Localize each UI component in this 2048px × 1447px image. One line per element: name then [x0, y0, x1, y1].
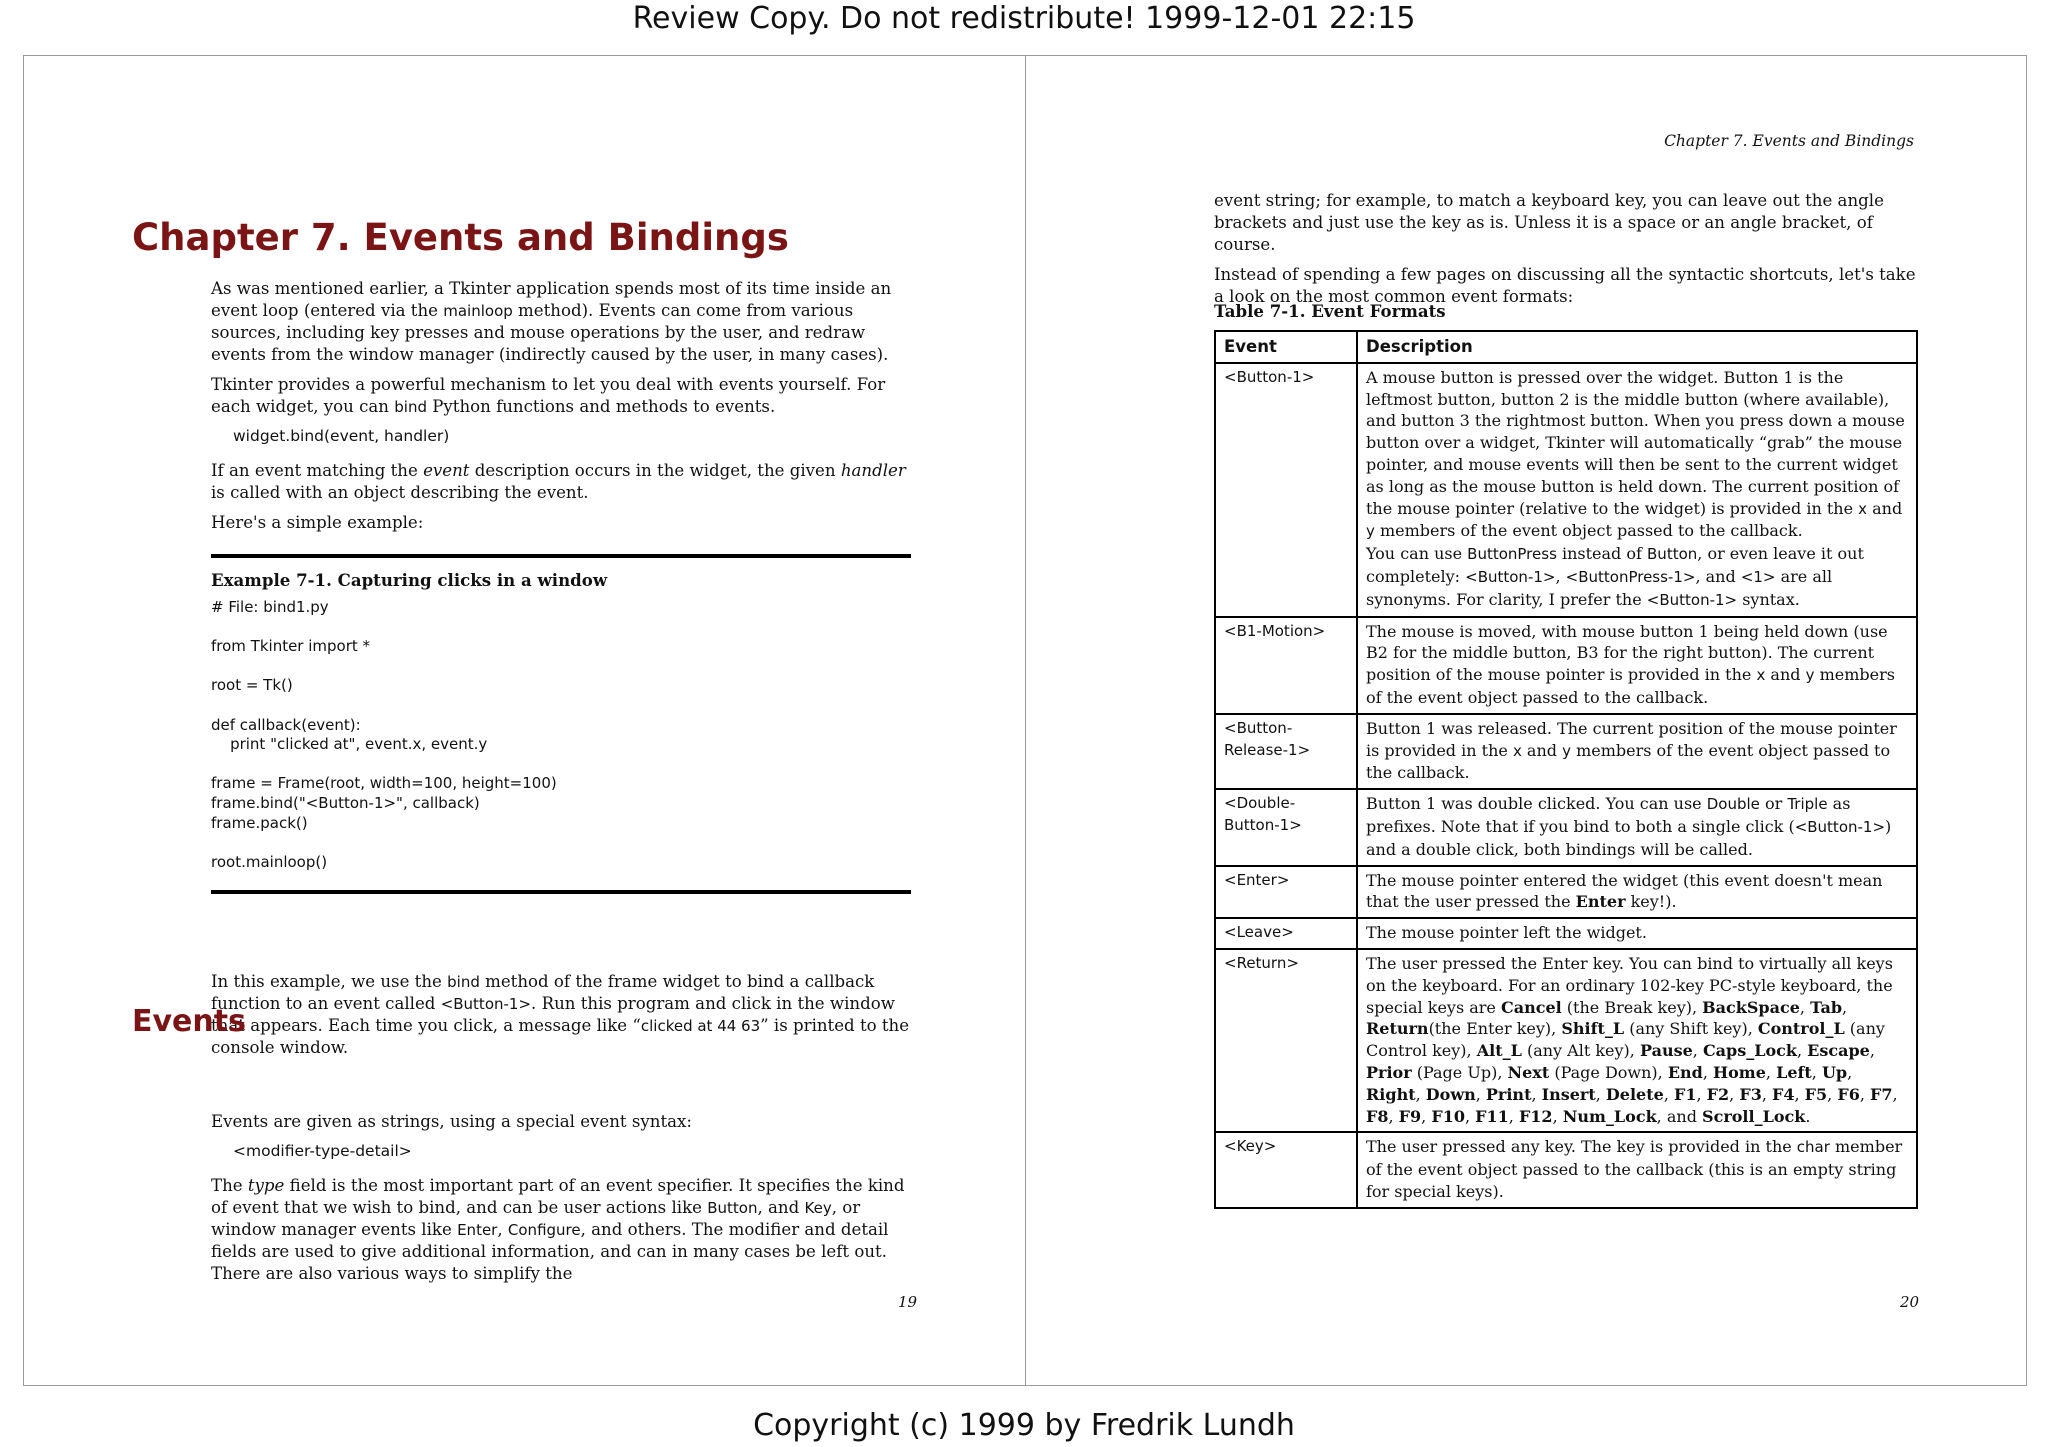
chapter-title: Chapter 7. Events and Bindings: [132, 216, 789, 259]
special-key-name: Pause: [1639, 1041, 1693, 1061]
special-key-name: Prior: [1366, 1062, 1412, 1082]
special-key-name: End: [1667, 1062, 1703, 1082]
table-row: [1215, 363, 1917, 617]
special-key-separator: ,: [1847, 1062, 1853, 1082]
left-page: [24, 56, 1026, 1385]
event-cell: <Leave>: [1215, 918, 1357, 949]
special-key-name: Right: [1366, 1084, 1416, 1104]
right-intro-text: [1214, 190, 1924, 316]
special-key-name: Down: [1425, 1084, 1476, 1104]
events-paragraph-1: Events are given as strings, using a special event syntax:: [211, 1112, 692, 1131]
special-key-name: Control_L: [1757, 1019, 1845, 1039]
table-caption: Table 7-1. Event Formats: [1214, 301, 1446, 321]
special-key-separator: (the Enter key),: [1428, 1019, 1562, 1039]
special-key-name: Shift_L: [1561, 1019, 1625, 1039]
events-section-title: Events: [132, 1004, 246, 1039]
special-key-separator: (the Break key),: [1561, 997, 1703, 1017]
special-key-separator: ,: [1464, 1106, 1476, 1126]
special-key-name: Tab: [1810, 997, 1843, 1017]
special-key-separator: (any Shift key),: [1624, 1019, 1758, 1039]
header-description: Description: [1357, 331, 1917, 363]
event-cell: <Key>: [1215, 1132, 1357, 1207]
special-key-separator: ,: [1692, 1041, 1703, 1061]
special-key-separator: ,: [1842, 997, 1848, 1017]
special-key-separator: ,: [1761, 1084, 1772, 1104]
special-key-name: F5: [1804, 1084, 1828, 1104]
special-key-separator: (any Alt key),: [1521, 1041, 1640, 1061]
special-key-separator: ,: [1869, 1041, 1875, 1061]
events-paragraph-2: The type field is the most important part of an event specifier. It specifies the kind of event that we wish to bind, and can be user actions like Button, and Key, or window manager events like Enter, Configure, and others. The modifier and detail fields are used to give additional information, and can in many cases be left out. There are also various ways to simplify the: [211, 1176, 905, 1283]
event-formats-table: [1214, 330, 1918, 1209]
special-key-separator: , and: [1656, 1106, 1703, 1126]
table-row: [1215, 714, 1917, 789]
special-key-name: Alt_L: [1476, 1041, 1522, 1061]
running-head: Chapter 7. Events and Bindings: [1664, 132, 1914, 150]
event-cell: <Double-Button-1>: [1215, 789, 1357, 865]
right-paragraph-2: Instead of spending a few pages on discussing all the syntactic shortcuts, let's take a look on the most common event formats:: [1214, 265, 1916, 306]
table-row: [1215, 949, 1917, 1132]
intro-paragraph-2: Tkinter provides a powerful mechanism to let you deal with events yourself. For each widget, you can bind Python functions and methods to events.: [211, 375, 886, 416]
event-cell: <Enter>: [1215, 866, 1357, 919]
right-page: [1026, 56, 2026, 1385]
page-number-right: 20: [1900, 1293, 1920, 1311]
special-key-separator: ,: [1388, 1106, 1399, 1126]
event-cell: <Button-Release-1>: [1215, 714, 1357, 789]
header-event: Event: [1215, 331, 1357, 363]
special-key-name: Left: [1776, 1062, 1812, 1082]
event-cell: <Return>: [1215, 949, 1357, 1132]
table-row: [1215, 617, 1917, 714]
special-key-name: F7: [1870, 1084, 1893, 1104]
special-key-name: Num_Lock: [1562, 1106, 1657, 1126]
review-copy-banner: Review Copy. Do not redistribute! 1999-12-01 22:15: [632, 1, 1416, 36]
special-key-name: Print: [1485, 1084, 1532, 1104]
book-spread: [23, 55, 2027, 1386]
special-key-name: Escape: [1807, 1041, 1870, 1061]
table-row: [1215, 918, 1917, 949]
special-key-name: F9: [1398, 1106, 1422, 1126]
after-example-paragraph: In this example, we use the bind method of the frame widget to bind a callback function to an event called <Button-1>. Run this program and click in the window that appears. Each time you click, a message like “clicked at 44 63” is printed to the console window.: [211, 972, 910, 1057]
event-cell: <B1-Motion>: [1215, 617, 1357, 714]
event-cell: <Button-1>: [1215, 363, 1357, 617]
example-7-1: [211, 554, 911, 894]
description-cell: The user pressed the Enter key. You can bind to virtually all keys on the keyboard. For an ordinary 102-key PC-style keyboard, the special keys are Cancel (the Break key), BackSpace, Tab, Return(the Enter key), Shift_L (any Shift key), Control_L (any Control key), Alt_L (any Alt key), Pause, Caps_Lock, Escape, Prior (Page Up), Next (Page Down), End, Home, Left, Up, Right, Down, Print, Insert, Delete, F1, F2, F3, F4, F5, F6, F7, F8, F9, F10, F11, F12, Num_Lock, and Scroll_Lock.: [1357, 949, 1917, 1132]
intro-paragraph-1: As was mentioned earlier, a Tkinter application spends most of its time inside an event loop (entered via the mainloop method). Events can come from various sources, including key presses and mouse operations by the user, and redraw events from the window manager (indirectly caused by the user, in many cases).: [211, 279, 892, 364]
special-key-separator: ,: [1827, 1084, 1838, 1104]
special-key-separator: (Page Down),: [1549, 1062, 1668, 1082]
intro-text: [211, 278, 911, 542]
special-key-name: F11: [1475, 1106, 1509, 1126]
page-number-left: 19: [898, 1293, 918, 1311]
special-key-name: F6: [1837, 1084, 1860, 1104]
special-key-separator: ,: [1794, 1084, 1805, 1104]
special-key-separator: .: [1805, 1106, 1811, 1126]
description-cell: The mouse is moved, with mouse button 1 being held down (use B2 for the middle button, B3 for the right button). The current position of the mouse pointer is provided in the x and y members of the event object passed to the callback.: [1357, 617, 1917, 714]
table-row: [1215, 789, 1917, 865]
intro-paragraph-4: Here's a simple example:: [211, 513, 424, 532]
special-key-separator: ,: [1552, 1106, 1563, 1126]
special-key-separator: ,: [1663, 1084, 1674, 1104]
copyright-banner: Copyright (c) 1999 by Fredrik Lundh: [753, 1408, 1295, 1443]
special-key-separator: ,: [1702, 1062, 1714, 1082]
special-key-name: Next: [1507, 1062, 1550, 1082]
special-key-separator: (Page Up),: [1411, 1062, 1508, 1082]
special-key-separator: ,: [1892, 1084, 1898, 1104]
special-key-name: Return: [1366, 1019, 1429, 1039]
special-key-name: Scroll_Lock: [1702, 1106, 1806, 1126]
description-cell: The mouse pointer entered the widget (this event doesn't mean that the user pressed the Enter key!).: [1357, 866, 1917, 919]
special-key-separator: ,: [1415, 1084, 1426, 1104]
special-key-separator: ,: [1799, 997, 1811, 1017]
after-example-text: [211, 971, 911, 1067]
special-key-name: Caps_Lock: [1702, 1041, 1797, 1061]
special-key-separator: ,: [1475, 1084, 1486, 1104]
special-key-name: F10: [1431, 1106, 1465, 1126]
special-key-separator: (any Control key),: [1366, 1019, 1885, 1061]
special-key-separator: ,: [1811, 1062, 1822, 1082]
events-section-text: [211, 1111, 911, 1293]
special-key-separator: ,: [1796, 1041, 1808, 1061]
event-syntax-snippet: <modifier-type-detail>: [233, 1142, 412, 1160]
description-cell: The mouse pointer left the widget.: [1357, 918, 1917, 949]
description-cell: The user pressed any key. The key is provided in the char member of the event object passed to the callback (this is an empty string for special keys).: [1357, 1132, 1917, 1207]
special-key-name: F4: [1772, 1084, 1795, 1104]
example-title: Example 7-1. Capturing clicks in a window: [211, 570, 608, 590]
special-key-name: Up: [1821, 1062, 1848, 1082]
special-key-name: Cancel: [1500, 997, 1562, 1017]
right-paragraph-1: event string; for example, to match a keyboard key, you can leave out the angle brackets and just use the key as is. Unless it is a space or an angle bracket, of course.: [1214, 191, 1884, 254]
special-key-name: Insert: [1541, 1084, 1596, 1104]
special-key-separator: ,: [1531, 1084, 1542, 1104]
special-key-name: Home: [1713, 1062, 1766, 1082]
special-key-separator: ,: [1859, 1084, 1871, 1104]
bind-syntax-snippet: widget.bind(event, handler): [233, 427, 450, 445]
special-key-name: F2: [1706, 1084, 1730, 1104]
intro-paragraph-3: If an event matching the event description occurs in the widget, the given handler is called with an object describing the event.: [211, 461, 906, 502]
special-key-name: BackSpace: [1702, 997, 1800, 1017]
special-key-name: F12: [1518, 1106, 1553, 1126]
special-key-separator: ,: [1696, 1084, 1707, 1104]
special-key-name: Delete: [1605, 1084, 1664, 1104]
table-header-row: [1215, 331, 1917, 363]
description-cell: Button 1 was released. The current position of the mouse pointer is provided in the x and y members of the event object passed to the callback.: [1357, 714, 1917, 789]
special-key-name: F1: [1673, 1084, 1697, 1104]
example-code: # File: bind1.py from Tkinter import * root = Tk() def callback(event): print "clicked at", event.x, event.y frame = Frame(root, width=100, height=100) frame.bind("<Button-1>", callback) frame.pack() root.mainloop(): [211, 598, 557, 871]
description-cell: Button 1 was double clicked. You can use Double or Triple as prefixes. Note that if you bind to both a single click (<Button-1>) and a double click, both bindings will be called.: [1357, 789, 1917, 865]
special-key-separator: ,: [1595, 1084, 1606, 1104]
special-key-name: F3: [1739, 1084, 1762, 1104]
table-row: [1215, 866, 1917, 919]
description-cell: A mouse button is pressed over the widget. Button 1 is the leftmost button, button 2 is the middle button (where available), and button 3 the rightmost button. When you press down a mouse button over a widget, Tkinter will automatically “grab” the mouse pointer, and mouse events will then be sent to the current widget as long as the mouse button is held down. The current position of the mouse pointer (relative to the widget) is provided in the x and y members of the event object passed to the callback. You can use ButtonPress instead of Button, or even leave it out completely: <Button-1>, <ButtonPress-1>, and <1> are all synonyms. For clarity, I prefer the <Button-1> syntax.: [1357, 363, 1917, 617]
special-key-separator: ,: [1508, 1106, 1519, 1126]
special-key-separator: ,: [1729, 1084, 1740, 1104]
table-row: [1215, 1132, 1917, 1207]
special-key-name: F8: [1366, 1106, 1389, 1126]
special-key-separator: ,: [1421, 1106, 1432, 1126]
special-key-separator: ,: [1765, 1062, 1777, 1082]
